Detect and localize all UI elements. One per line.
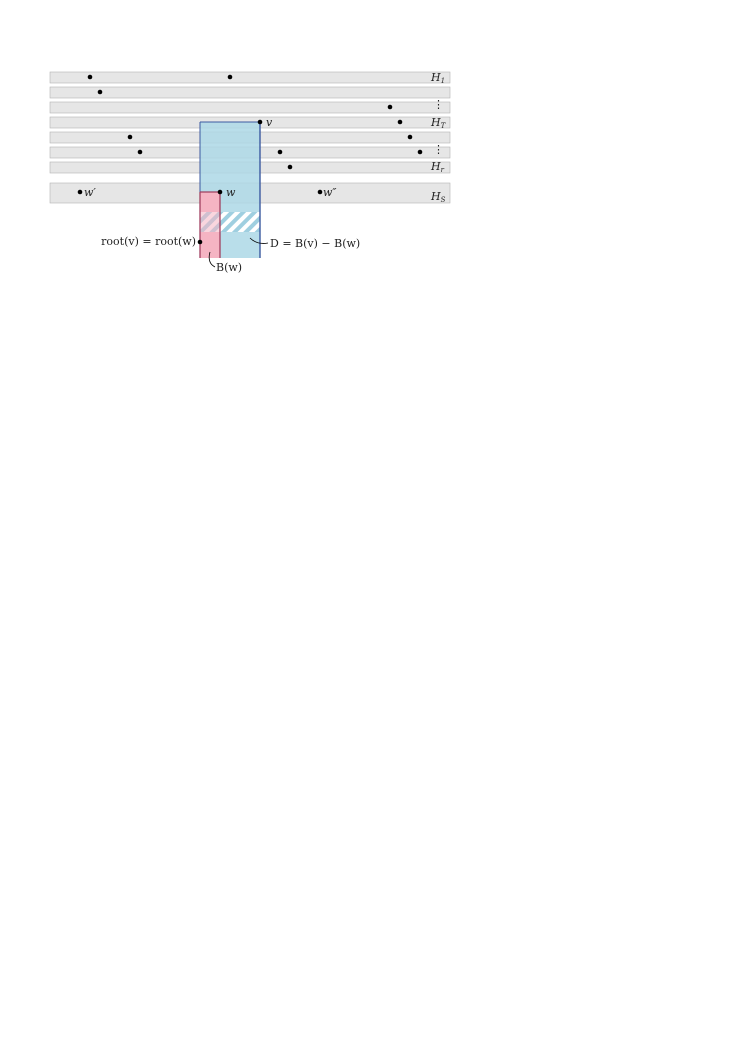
row-label-hr: Hr — [431, 160, 444, 174]
vertex-dot — [128, 135, 133, 140]
row-label-vdots-1: ⋮ — [433, 98, 444, 111]
annotation-root: root(v) = root(w) — [101, 235, 196, 248]
label-w: w — [226, 186, 236, 199]
vertex-dot — [138, 150, 143, 155]
vertex-w — [218, 190, 223, 195]
row-label-h1: H1 — [431, 71, 446, 85]
row-band-2 — [50, 87, 450, 98]
vertex-dot — [288, 165, 293, 170]
vertex-dot — [278, 150, 283, 155]
hatched-band-pink — [200, 212, 220, 232]
row-label-ht: HT — [431, 116, 446, 130]
vertex-dot — [388, 105, 393, 110]
row-label-vdots-2: ⋮ — [433, 143, 444, 156]
vertex-dot — [228, 75, 233, 80]
label-w-prime: w′ — [84, 186, 96, 199]
row-band-h1 — [50, 72, 450, 83]
vertex-dot — [98, 90, 103, 95]
annotation-b-w: B(w) — [216, 261, 243, 274]
vertex-dot — [408, 135, 413, 140]
vertex-v — [258, 120, 263, 125]
vertex-dot — [88, 75, 93, 80]
vertex-root — [198, 240, 203, 245]
label-w-double-prime: w″ — [323, 186, 337, 199]
label-v: v — [266, 116, 273, 129]
annotation-d: D = B(v) − B(w) — [270, 237, 361, 250]
vertex-w-double-prime — [318, 190, 323, 195]
vertex-dot — [398, 120, 403, 125]
vertex-w-prime — [78, 190, 83, 195]
vertex-dot — [418, 150, 423, 155]
row-label-hs: HS — [431, 190, 446, 204]
